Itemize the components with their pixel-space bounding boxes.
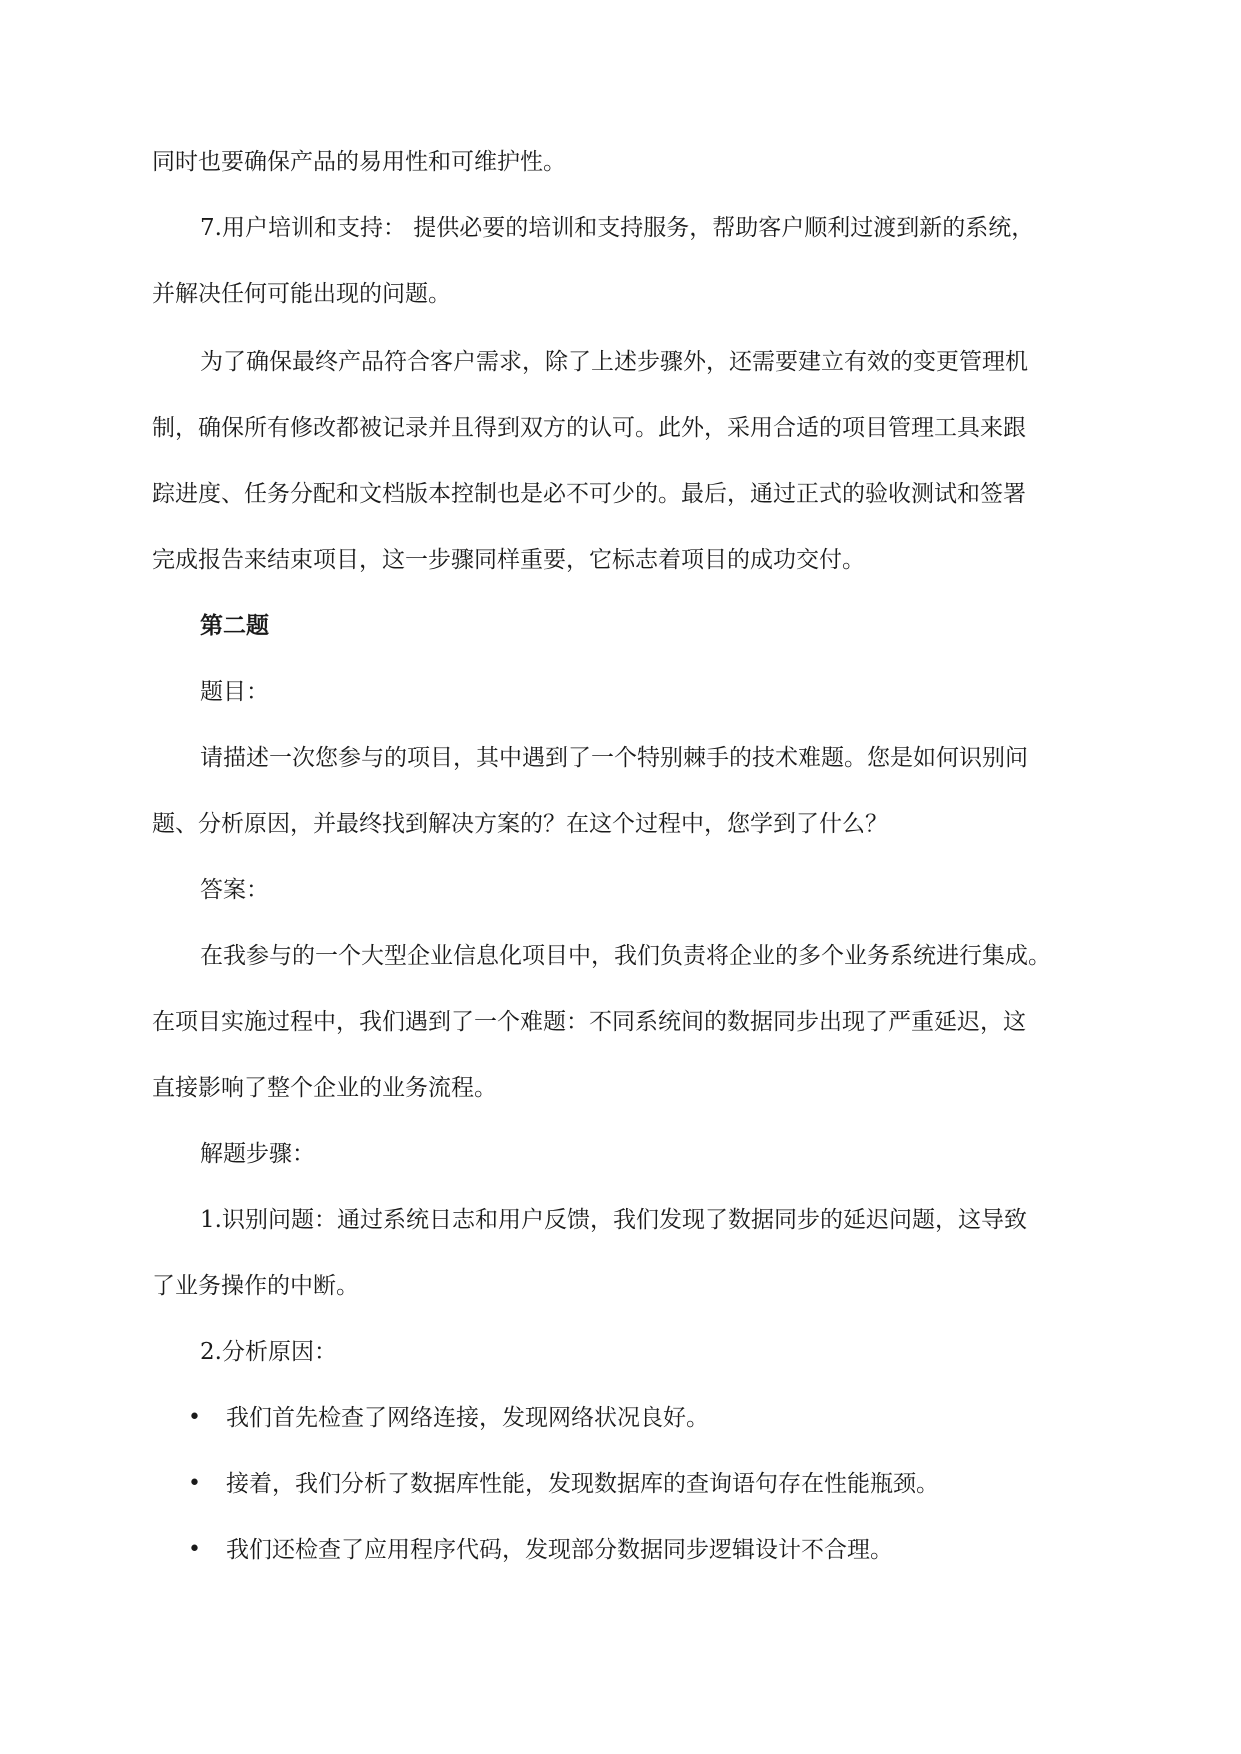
paragraph-line: 了业务操作的中断。 [152, 1273, 359, 1299]
steps-label: 解题步骤： [200, 1141, 315, 1167]
question-label: 题目： [200, 679, 269, 705]
section-heading: 第二题 [200, 612, 269, 639]
list-item: 我们还检查了应用程序代码，发现部分数据同步逻辑设计不合理。 [226, 1537, 893, 1563]
list-item: 接着，我们分析了数据库性能，发现数据库的查询语句存在性能瓶颈。 [226, 1471, 939, 1497]
bullet-icon: • [188, 1537, 201, 1562]
paragraph-line: 踪进度、任务分配和文档版本控制也是必不可少的。最后，通过正式的验收测试和签署 [152, 481, 1026, 507]
answer-label: 答案： [200, 877, 269, 903]
paragraph-line: 在我参与的一个大型企业信息化项目中，我们负责将企业的多个业务系统进行集成。 [200, 943, 1051, 969]
paragraph-line: 制，确保所有修改都被记录并且得到双方的认可。此外，采用合适的项目管理工具来跟 [152, 415, 1026, 441]
paragraph-line: 直接影响了整个企业的业务流程。 [152, 1075, 497, 1101]
paragraph-line: 完成报告来结束项目，这一步骤同样重要，它标志着项目的成功交付。 [152, 547, 865, 573]
bullet-icon: • [188, 1405, 201, 1430]
paragraph-line: 请描述一次您参与的项目，其中遇到了一个特别棘手的技术难题。您是如何识别问 [200, 745, 1028, 771]
list-item: 我们首先检查了网络连接，发现网络状况良好。 [226, 1405, 709, 1431]
paragraph-line: 7.用户培训和支持： 提供必要的培训和支持服务，帮助客户顺利过渡到新的系统， [200, 215, 1035, 241]
paragraph-line: 2.分析原因： [200, 1339, 337, 1365]
paragraph-line: 在项目实施过程中，我们遇到了一个难题：不同系统间的数据同步出现了严重延迟，这 [152, 1009, 1026, 1035]
paragraph-line: 1.识别问题：通过系统日志和用户反馈，我们发现了数据同步的延迟问题，这导致 [200, 1207, 1027, 1233]
paragraph-line: 并解决任何可能出现的问题。 [152, 281, 451, 307]
bullet-icon: • [188, 1471, 201, 1496]
paragraph-line: 同时也要确保产品的易用性和可维护性。 [152, 149, 566, 175]
paragraph-line: 为了确保最终产品符合客户需求，除了上述步骤外，还需要建立有效的变更管理机 [200, 349, 1028, 375]
paragraph-line: 题、分析原因，并最终找到解决方案的？在这个过程中，您学到了什么？ [152, 811, 888, 837]
